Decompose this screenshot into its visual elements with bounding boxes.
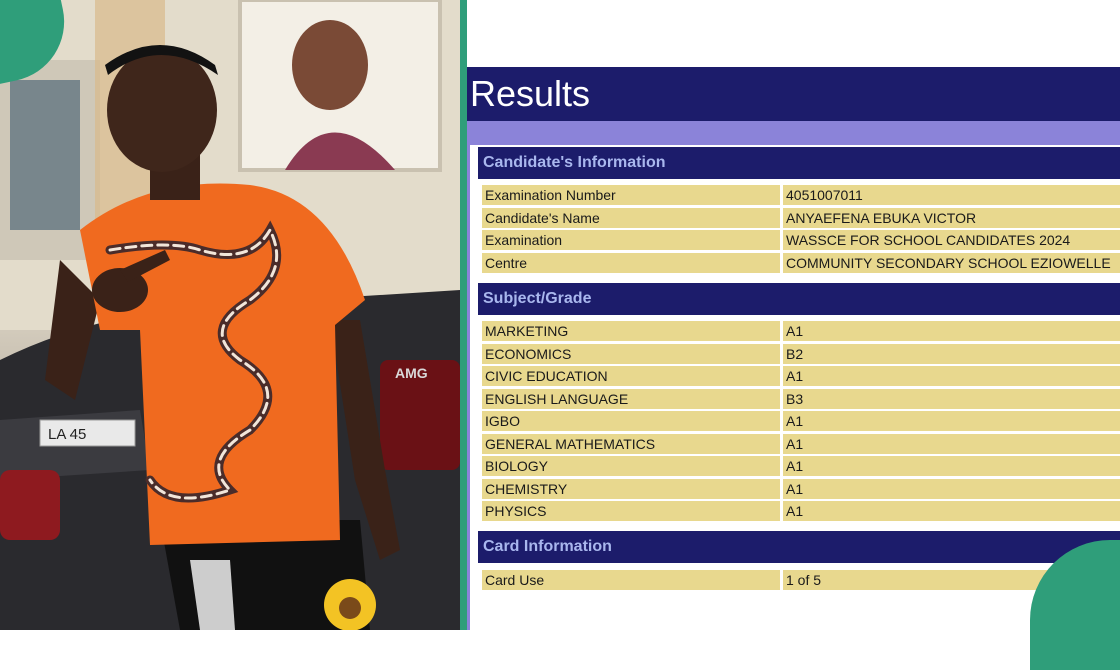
subject-grade: A1 — [783, 456, 1120, 476]
subject-name: ECONOMICS — [482, 344, 780, 364]
table-row — [482, 501, 1120, 521]
subject-name: PHYSICS — [482, 501, 780, 521]
row-value: COMMUNITY SECONDARY SCHOOL EZIOWELLE — [783, 253, 1120, 273]
results-band — [467, 121, 1120, 145]
subject-name: BIOLOGY — [482, 456, 780, 476]
card-info-heading: Card Information — [478, 531, 1120, 563]
subject-name: CHEMISTRY — [482, 479, 780, 499]
table-row — [482, 344, 1120, 364]
subject-grade: A1 — [783, 411, 1120, 431]
subject-name: IGBO — [482, 411, 780, 431]
row-label: Examination — [482, 230, 780, 250]
subject-name: ENGLISH LANGUAGE — [482, 389, 780, 409]
table-row — [482, 185, 1120, 205]
license-plate-text: LA 45 — [48, 426, 87, 443]
row-value: ANYAEFENA EBUKA VICTOR — [783, 208, 1120, 228]
row-value: 4051007011 — [783, 185, 1120, 205]
row-label: Centre — [482, 253, 780, 273]
table-row — [482, 321, 1120, 341]
row-value: 1 of 5 — [783, 570, 1120, 590]
table-row — [482, 208, 1120, 228]
row-label: Examination Number — [482, 185, 780, 205]
subject-grade-heading: Subject/Grade — [478, 283, 1120, 315]
subject-grade: A1 — [783, 366, 1120, 386]
table-row — [482, 253, 1120, 273]
table-row — [482, 479, 1120, 499]
panel-divider — [460, 0, 467, 630]
subject-grade: A1 — [783, 434, 1120, 454]
row-value: WASSCE FOR SCHOOL CANDIDATES 2024 — [783, 230, 1120, 250]
subject-grade: A1 — [783, 479, 1120, 499]
subject-name: MARKETING — [482, 321, 780, 341]
subject-name: CIVIC EDUCATION — [482, 366, 780, 386]
subject-name: GENERAL MATHEMATICS — [482, 434, 780, 454]
photo-illustration — [0, 0, 460, 630]
table-row — [482, 570, 1120, 590]
car-badge-text: AMG — [395, 365, 428, 381]
table-row — [482, 366, 1120, 386]
table-row — [482, 456, 1120, 476]
subject-grade: A1 — [783, 501, 1120, 521]
results-body — [467, 145, 1120, 630]
student-photo — [0, 0, 460, 630]
subject-grade: A1 — [783, 321, 1120, 341]
card-info-table — [482, 570, 1120, 593]
subject-grade: B3 — [783, 389, 1120, 409]
table-row — [482, 434, 1120, 454]
results-panel — [467, 0, 1120, 630]
subject-grade-table — [482, 321, 1120, 524]
candidate-info-table — [482, 185, 1120, 275]
table-row — [482, 389, 1120, 409]
subject-grade: B2 — [783, 344, 1120, 364]
candidate-info-heading: Candidate's Information — [478, 147, 1120, 179]
results-title: Results — [467, 67, 1120, 121]
row-label: Card Use — [482, 570, 780, 590]
table-row — [482, 411, 1120, 431]
table-row — [482, 230, 1120, 250]
row-label: Candidate's Name — [482, 208, 780, 228]
